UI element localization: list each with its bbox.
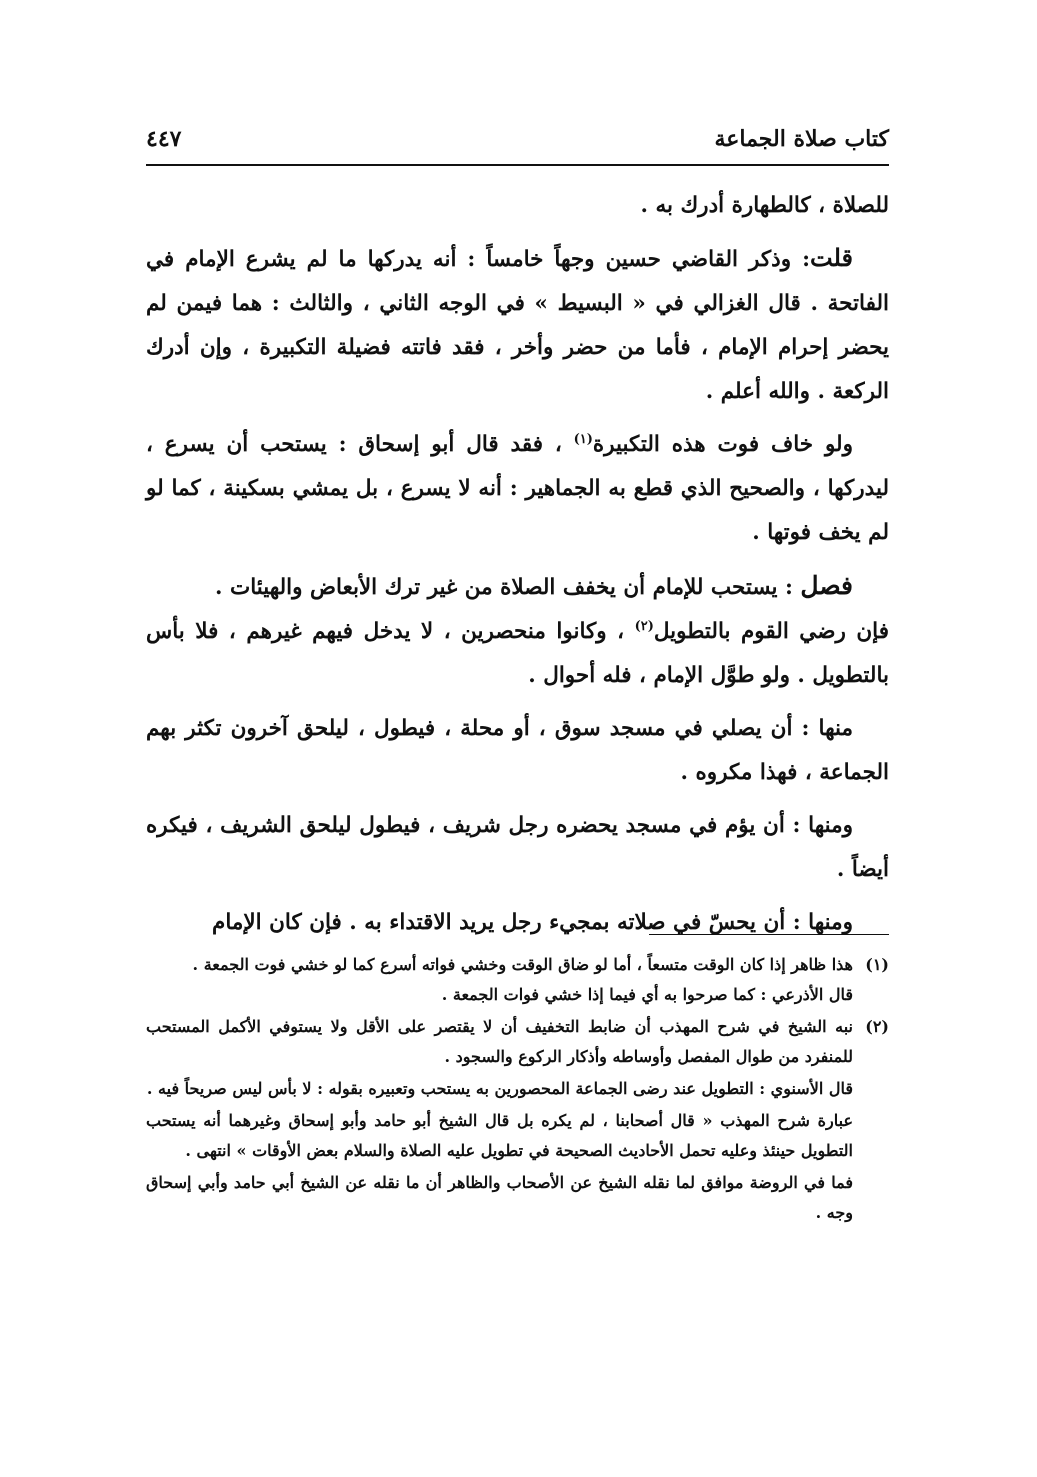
paragraph-qultu <box>146 236 889 414</box>
footnotes <box>146 950 889 1230</box>
main-text <box>146 184 889 954</box>
paragraph-minha-1: منها : أن يصلي في مسجد سوق ، أو محلة ، فيطول ، ليلحق آخرون تكثر بهم الجماعة ، فهذا مكروه . <box>146 716 889 785</box>
footnote-2-continuation: فما في الروضة موافق لما نقله الشيخ عن الأصحاب والظاهر أن ما نقله عن الشيخ أبي حامد وأبي إسحاق وجه . <box>146 1173 853 1222</box>
keyword-qultu: قلت <box>810 243 853 272</box>
page-number: ٤٤٧ <box>146 126 182 152</box>
paragraph-continuation: للصلاة ، كالطهارة أدرك به . <box>640 193 889 218</box>
footnote-number: (٢) <box>865 1017 889 1036</box>
header-rule <box>146 164 889 166</box>
paragraph-minha-2: ومنها : أن يؤم في مسجد يحضره رجل شريف ، فيطول ليلحق الشريف ، فيكره أيضاً . <box>146 813 889 882</box>
footnote-text: قال الأذرعي : كما صرحوا به أي فيما إذا خشي فوات الجمعة . <box>441 985 853 1004</box>
running-header <box>146 124 889 160</box>
chapter-title: كتاب صلاة الجماعة <box>714 126 889 152</box>
footnote-ref-2[interactable]: (٢) <box>634 618 654 634</box>
paragraph-text: ، وكانوا منحصرين ، لا يدخل فيهم غيرهم ، فلا بأس بالتطويل . ولو طوَّل الإمام ، فله أحوال . <box>146 619 889 688</box>
paragraph-text: فإن رضي القوم بالتطويل <box>653 619 889 644</box>
footnote-ref-1[interactable]: (١) <box>573 431 593 447</box>
keyword-fasl: فصل <box>800 571 853 600</box>
footnote-text: نبه الشيخ في شرح المهذب أن ضابط التخفيف أن لا يقتصر على الأقل ولا يستوفي الأكمل المستحب للمنفرد من طوال المفصل وأوساطه وأذكار الركوع والسجود . <box>146 1017 853 1066</box>
paragraph-takbira <box>146 423 889 555</box>
paragraph-text: : يستحب للإمام أن يخفف الصلاة من غير ترك الأبعاض والهيئات . <box>214 575 801 600</box>
paragraph-text: ولو خاف فوت هذه التكبيرة <box>592 432 853 457</box>
paragraph-fasl <box>146 564 889 698</box>
paragraph-text: ، فقد قال أبو إسحاق : يستحب أن يسرع ، ليدركها ، والصحيح الذي قطع به الجماهير : أنه لا يسرع ، بل يمشي بسكينة ، كما لو لم يخف فوتها . <box>146 432 889 545</box>
footnote-2-continuation: قال الأسنوي : التطويل عند رضى الجماعة المحصورين به يستحب وتعبيره بقوله : لا بأس ليس صريحاً فيه . <box>146 1079 853 1098</box>
footnote-1 <box>146 950 889 1010</box>
paragraph-minha-3: ومنها : أن يحسّ في صلاته بمجيء رجل يريد الاقتداء به . فإن كان الإمام <box>212 910 853 935</box>
footnote-text: هذا ظاهر إذا كان الوقت متسعاً ، أما لو ضاق الوقت وخشي فواته أسرع كما لو خشي فوت الجمعة . <box>192 955 853 974</box>
footnote-separator <box>649 934 889 935</box>
footnote-2-continuation: عبارة شرح المهذب « قال أصحابنا ، لم يكره بل قال الشيخ أبو حامد وأبو إسحاق وغيرهما أنه يستحب التطويل حينئذ وعليه تحمل الأحاديث الصحيحة في تطويل عليه الصلاة والسلام بعض الأوقات » انتهى . <box>146 1111 853 1160</box>
footnote-2 <box>146 1012 889 1072</box>
footnote-number: (١) <box>865 955 889 974</box>
paragraph-text: : وذكر القاضي حسين وجهاً خامساً : أنه يدركها ما لم يشرع الإمام في الفاتحة . قال الغزالي في « البسيط » في الوجه الثاني ، والثالث : هما فيمن لم يحضر إحرام الإمام ، فأما من حضر وأخر ، فقد فاتته فضيلة التكبيرة ، وإن أدرك الركعة . والله أعلم . <box>146 247 889 404</box>
